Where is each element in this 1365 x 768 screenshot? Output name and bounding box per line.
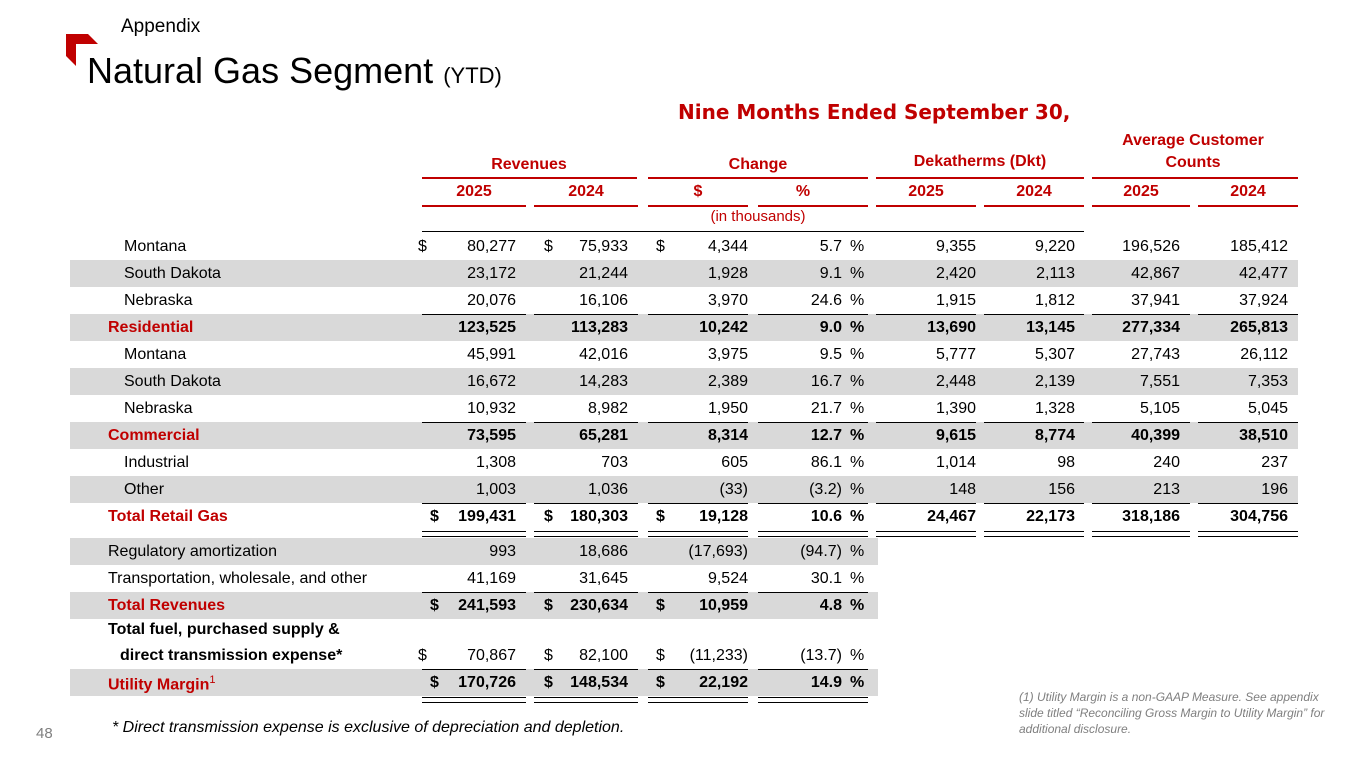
subtotal-rule (758, 503, 868, 504)
customers-2024: 237 (1261, 454, 1288, 471)
percent-sign: % (850, 543, 865, 560)
customers-2024: 26,112 (1240, 346, 1288, 363)
customers-2025: 37,941 (1131, 292, 1180, 309)
subtotal-rule (1198, 422, 1298, 423)
customers-2024: 304,756 (1230, 508, 1288, 525)
dekatherms-2024: 2,113 (1036, 265, 1075, 282)
change-percent: 4.8 (819, 597, 842, 614)
change-percent: 30.1 (810, 570, 842, 587)
change-dollar: 2,389 (707, 373, 748, 390)
revenue-2025: 70,867 (467, 647, 516, 664)
row-label: Transportation, wholesale, and other (108, 570, 368, 587)
subtotal-rule (758, 314, 868, 315)
percent-sign: % (850, 373, 865, 390)
percent-sign: % (850, 481, 865, 498)
dollar-sign: $ (418, 238, 427, 255)
dekatherms-2025: 24,467 (927, 508, 976, 525)
percent-sign: % (850, 346, 865, 363)
change-dollar: (17,693) (688, 543, 748, 560)
percent-sign: % (850, 265, 865, 282)
dollar-sign: $ (656, 674, 665, 691)
dollar-sign: $ (656, 508, 665, 525)
double-underline (758, 531, 868, 537)
revenue-2024: 82,100 (579, 647, 628, 664)
customers-2024: 265,813 (1230, 319, 1288, 336)
year-underline (534, 205, 638, 207)
dekatherms-2024: 22,173 (1026, 508, 1075, 525)
subtotal-rule (422, 503, 526, 504)
revenue-2025: 41,169 (467, 570, 516, 587)
revenue-2025: 123,525 (458, 319, 516, 336)
subtotal-rule (648, 503, 748, 504)
dkt-2025-header: 2025 (908, 183, 944, 200)
change-percent: 21.7 (810, 400, 842, 417)
percent-sign: % (850, 674, 865, 691)
double-underline (534, 531, 638, 537)
change-underline (648, 177, 868, 179)
units-note: (in thousands) (710, 208, 806, 225)
revenue-2024: 31,645 (579, 570, 628, 587)
year-underline (1092, 205, 1190, 207)
double-underline (1092, 531, 1190, 537)
change-percent: 9.5 (819, 346, 842, 363)
subtotal-rule (984, 422, 1084, 423)
footnote: * Direct transmission expense is exclusive of depreciation and depletion. (112, 719, 625, 736)
change-dollar: 4,344 (707, 238, 748, 255)
change-dollar: 1,928 (707, 265, 748, 282)
dekatherms-2025: 2,420 (935, 265, 976, 282)
dekatherms-header: Dekatherms (Dkt) (913, 153, 1047, 170)
revenue-2025: 45,991 (467, 346, 516, 363)
subtotal-rule (648, 422, 748, 423)
revenue-2024: 75,933 (579, 238, 628, 255)
customers-2025: 213 (1153, 481, 1180, 498)
row-label: South Dakota (124, 265, 221, 282)
change-percent: 5.7 (819, 238, 842, 255)
dekatherms-2024: 156 (1048, 481, 1075, 498)
customers-2024: 5,045 (1247, 400, 1288, 417)
year-underline (1198, 205, 1298, 207)
dollar-sign: $ (544, 597, 553, 614)
year-underline (876, 205, 976, 207)
subtotal-rule (534, 314, 638, 315)
percent-sign: % (850, 647, 865, 664)
superscript: 1 (209, 674, 216, 686)
change-percent: (3.2) (809, 481, 842, 498)
revenue-2025: 993 (489, 543, 516, 560)
revenue-2024: 1,036 (587, 481, 628, 498)
double-underline (876, 531, 976, 537)
customers-underline (1092, 177, 1298, 179)
subtotal-rule (648, 314, 748, 315)
dollar-sign: $ (656, 597, 665, 614)
percent-sign: % (850, 400, 865, 417)
dekatherms-2025: 9,355 (935, 238, 976, 255)
change-dollar: 10,242 (699, 319, 748, 336)
revenue-2025: 10,932 (467, 400, 516, 417)
row-label: Residential (108, 319, 194, 336)
revenue-2024: 42,016 (579, 346, 628, 363)
year-underline (422, 205, 526, 207)
row-label-line2: direct transmission expense* (120, 647, 343, 664)
row-label: Nebraska (124, 400, 193, 417)
double-underline (758, 697, 868, 703)
customers-2025: 7,551 (1139, 373, 1180, 390)
change-dollar: 9,524 (707, 570, 748, 587)
change-percent: 9.1 (819, 265, 842, 282)
title-text: Natural Gas Segment (87, 50, 434, 91)
dekatherms-2025: 13,690 (927, 319, 976, 336)
row-label: Total Retail Gas (108, 508, 228, 525)
customers-2024: 37,924 (1239, 292, 1288, 309)
year-underline (984, 205, 1084, 207)
customers-2024: 7,353 (1247, 373, 1288, 390)
revenue-2025: 73,595 (467, 427, 516, 444)
change-dollar: 10,959 (699, 597, 748, 614)
customers-header: Average Customer Counts (1122, 132, 1264, 171)
subtotal-rule (648, 669, 748, 670)
section-label: Appendix (121, 16, 201, 37)
change-percent: 86.1 (810, 454, 842, 471)
subtotal-rule (648, 592, 748, 593)
row-label: Total Revenues (108, 597, 226, 614)
dkt-2024-header: 2024 (1016, 183, 1052, 200)
change-percent: 10.6 (810, 508, 842, 525)
customers-2025: 27,743 (1131, 346, 1180, 363)
dollar-sign: $ (656, 238, 665, 255)
dollar-sign: $ (430, 508, 439, 525)
subtotal-rule (534, 592, 638, 593)
row-shade (70, 476, 1298, 503)
revenue-2024: 16,106 (579, 292, 628, 309)
revenue-2025: 1,003 (475, 481, 516, 498)
subtotal-rule (534, 669, 638, 670)
revenue-2025: 23,172 (467, 265, 516, 282)
percent-sign: % (850, 508, 865, 525)
subtotal-rule (758, 669, 868, 670)
revenue-2024: 21,244 (579, 265, 628, 282)
subtotal-rule (422, 592, 526, 593)
revenue-2024: 703 (601, 454, 628, 471)
subtotal-rule (758, 422, 868, 423)
dekatherms-2025: 1,915 (935, 292, 976, 309)
revenue-2024: 230,634 (570, 597, 628, 614)
subtotal-rule (984, 314, 1084, 315)
revenue-2024: 148,534 (570, 674, 628, 691)
revenue-2024: 113,283 (571, 319, 628, 336)
row-label: Industrial (124, 454, 189, 471)
dollar-sign: $ (656, 647, 665, 664)
customers-2025: 318,186 (1122, 508, 1180, 525)
row-label: Utility Margin$^1$ (108, 674, 216, 694)
subtotal-rule (534, 503, 638, 504)
subtotal-rule (876, 503, 976, 504)
double-underline (648, 531, 748, 537)
header-bottom-rule (422, 231, 1084, 232)
percent-sign: % (850, 454, 865, 471)
title-suffix: (YTD) (443, 63, 502, 88)
change-dollar: 3,975 (707, 346, 748, 363)
customers-2025: 42,867 (1131, 265, 1180, 282)
subtotal-rule (422, 669, 526, 670)
chg-dollar-header: $ (693, 183, 703, 200)
customers-2025: 277,334 (1122, 319, 1180, 336)
change-dollar: (11,233) (689, 647, 748, 664)
percent-sign: % (850, 570, 865, 587)
customers-2025: 196,526 (1122, 238, 1180, 255)
dekatherms-2025: 5,777 (935, 346, 976, 363)
chg-pct-header: % (795, 183, 811, 200)
subtotal-rule (758, 592, 868, 593)
revenue-2024: 180,303 (570, 508, 628, 525)
revenue-2025: 241,593 (458, 597, 516, 614)
customers-2024: 38,510 (1239, 427, 1288, 444)
customers-2024: 42,477 (1239, 265, 1288, 282)
dekatherms-2024: 8,774 (1034, 427, 1075, 444)
revenue-2024: 14,283 (579, 373, 628, 390)
row-label: Montana (124, 238, 187, 255)
change-dollar: 19,128 (699, 508, 748, 525)
dollar-sign: $ (544, 647, 553, 664)
change-percent: (13.7) (800, 647, 842, 664)
double-underline (1198, 531, 1298, 537)
page-number: 48 (36, 725, 53, 742)
revenue-2024: 8,982 (587, 400, 628, 417)
row-shade (70, 314, 1298, 341)
dekatherms-2024: 1,812 (1034, 292, 1075, 309)
utility-margin-note: (1) Utility Margin is a non-GAAP Measure. See appendix slide titled “Reconciling Gross Margin to Utility Margin” for additional disclosure. (1019, 690, 1325, 736)
double-underline (422, 697, 526, 703)
rev-2024-header: 2024 (568, 183, 604, 200)
percent-sign: % (850, 319, 865, 336)
row-label: Other (124, 481, 165, 498)
double-underline (648, 697, 748, 703)
subtotal-rule (876, 314, 976, 315)
revenues-header: Revenues (491, 156, 567, 173)
row-label: Regulatory amortization (108, 543, 277, 560)
row-label: Total fuel, purchased supply & (108, 621, 340, 638)
customers-2025: 40,399 (1131, 427, 1180, 444)
change-percent: (94.7) (800, 543, 842, 560)
customers-2024: 185,412 (1230, 238, 1288, 255)
row-label: Montana (124, 346, 187, 363)
row-shade (70, 422, 1298, 449)
dekatherms-2024: 9,220 (1034, 238, 1075, 255)
subtotal-rule (1092, 422, 1190, 423)
change-dollar: 8,314 (707, 427, 748, 444)
revenue-2024: 65,281 (579, 427, 628, 444)
dekatherms-underline (876, 177, 1084, 179)
change-percent: 12.7 (810, 427, 842, 444)
row-label: South Dakota (124, 373, 221, 390)
change-percent: 9.0 (819, 319, 842, 336)
dekatherms-2025: 148 (949, 481, 976, 498)
cust-2024-header: 2024 (1230, 183, 1266, 200)
dollar-sign: $ (430, 674, 439, 691)
percent-sign: % (850, 427, 865, 444)
subtotal-rule (422, 422, 526, 423)
dollar-sign: $ (430, 597, 439, 614)
dekatherms-2025: 1,390 (935, 400, 976, 417)
customers-2025: 240 (1153, 454, 1180, 471)
revenue-2025: 20,076 (467, 292, 516, 309)
dekatherms-2024: 2,139 (1034, 373, 1075, 390)
year-underline (758, 205, 868, 207)
subtotal-rule (534, 422, 638, 423)
change-percent: 16.7 (810, 373, 842, 390)
dekatherms-2025: 2,448 (935, 373, 976, 390)
row-label: Nebraska (124, 292, 193, 309)
row-label: Commercial (108, 427, 200, 444)
rev-2025-header: 2025 (456, 183, 492, 200)
subtotal-rule (984, 503, 1084, 504)
double-underline (984, 531, 1084, 537)
period-heading: Nine Months Ended September 30, (678, 100, 1071, 124)
cust-2025-header: 2025 (1123, 183, 1159, 200)
page-title (87, 50, 502, 92)
revenue-2024: 18,686 (579, 543, 628, 560)
double-underline (534, 697, 638, 703)
change-dollar: 1,950 (707, 400, 748, 417)
subtotal-rule (876, 422, 976, 423)
dekatherms-2024: 5,307 (1034, 346, 1075, 363)
change-dollar: 22,192 (699, 674, 748, 691)
change-dollar: (33) (719, 481, 748, 498)
dollar-sign: $ (544, 238, 553, 255)
change-percent: 14.9 (810, 674, 842, 691)
row-shade (70, 368, 1298, 395)
double-underline (422, 531, 526, 537)
subtotal-rule (1198, 503, 1298, 504)
change-dollar: 3,970 (707, 292, 748, 309)
revenue-2025: 16,672 (467, 373, 516, 390)
dekatherms-2024: 1,328 (1034, 400, 1075, 417)
dekatherms-2024: 13,145 (1026, 319, 1075, 336)
revenue-2025: 80,277 (467, 238, 516, 255)
dollar-sign: $ (418, 647, 427, 664)
subtotal-rule (1092, 314, 1190, 315)
customers-2024: 196 (1261, 481, 1288, 498)
percent-sign: % (850, 292, 865, 309)
customers-2025: 5,105 (1139, 400, 1180, 417)
dollar-sign: $ (544, 674, 553, 691)
revenue-2025: 170,726 (458, 674, 516, 691)
dekatherms-2025: 1,014 (935, 454, 976, 471)
percent-sign: % (850, 597, 865, 614)
subtotal-rule (1198, 314, 1298, 315)
change-percent: 24.6 (810, 292, 842, 309)
change-header: Change (728, 156, 788, 173)
change-dollar: 605 (721, 454, 748, 471)
row-shade (70, 260, 1298, 287)
dekatherms-2025: 9,615 (935, 427, 976, 444)
subtotal-rule (1092, 503, 1190, 504)
dollar-sign: $ (544, 508, 553, 525)
revenue-2025: 199,431 (458, 508, 516, 525)
subtotal-rule (422, 314, 526, 315)
dekatherms-2024: 98 (1057, 454, 1075, 471)
revenue-2025: 1,308 (475, 454, 516, 471)
year-underline (648, 205, 748, 207)
revenues-underline (422, 177, 637, 179)
percent-sign: % (850, 238, 865, 255)
